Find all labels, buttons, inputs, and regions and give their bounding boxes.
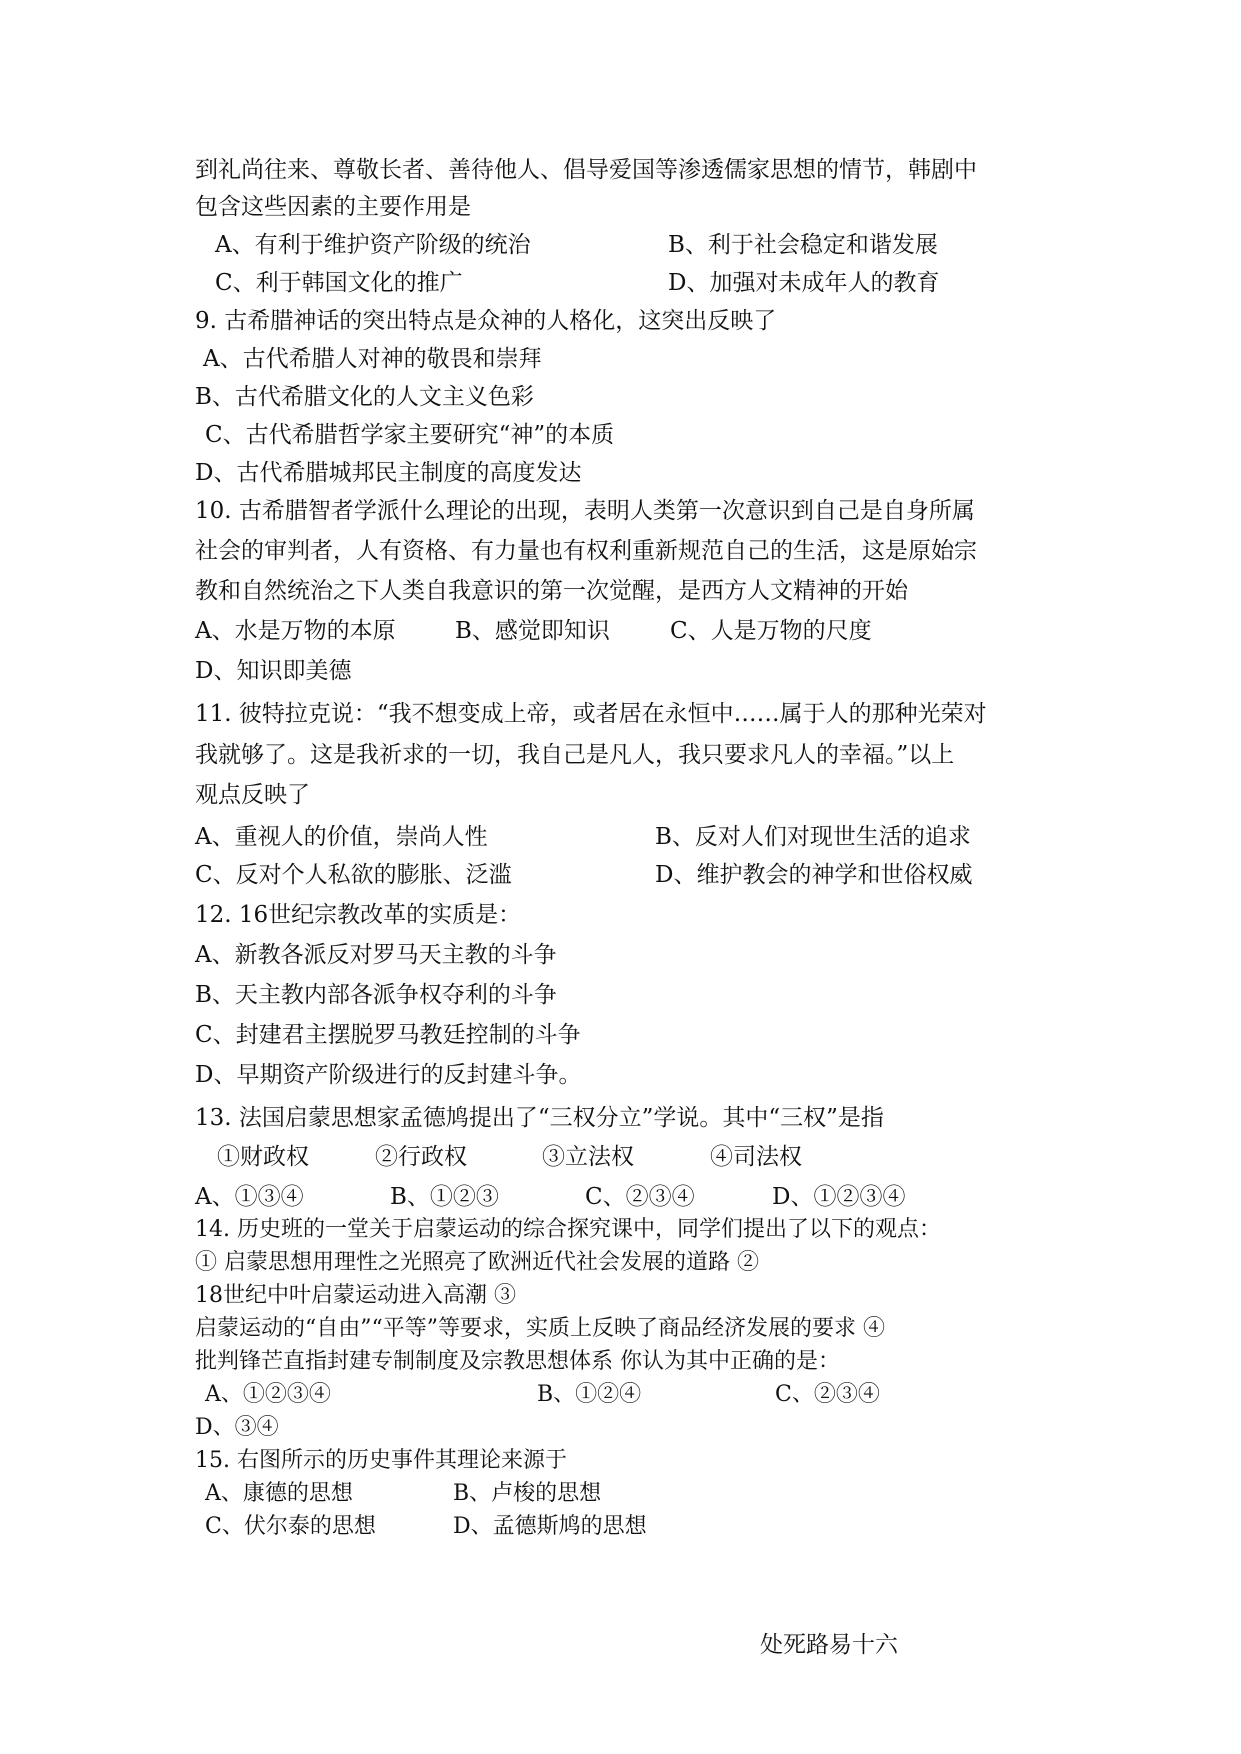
q11-stem-line2: 我就够了。这是我祈求的一切，我自己是凡人，我只要求凡人的幸福。”以上: [195, 742, 955, 768]
q9-option-a: A、古代希腊人对神的敬畏和崇拜: [203, 346, 542, 372]
q10-stem-line1: 10. 古希腊智者学派什么理论的出现，表明人类第一次意识到自己是自身所属: [195, 498, 975, 524]
q14-option-c: C、②③④: [775, 1382, 880, 1407]
q13-item-4: ④司法权: [710, 1144, 802, 1170]
q9-option-d: D、古代希腊城邦民主制度的高度发达: [195, 460, 582, 486]
q8-stem-line1: 到礼尚往来、尊敬长者、善待他人、倡导爱国等渗透儒家思想的情节，韩剧中: [195, 157, 977, 183]
q14-stem: 14. 历史班的一堂关于启蒙运动的综合探究课中，同学们提出了以下的观点：: [195, 1217, 941, 1242]
q10-option-b: B、感觉即知识: [455, 618, 610, 644]
q8-option-d: D、加强对未成年人的教育: [668, 270, 940, 296]
q8-option-a: A、有利于维护资产阶级的统治: [215, 232, 531, 258]
q12-option-d: D、早期资产阶级进行的反封建斗争。: [195, 1062, 582, 1088]
q9-option-b: B、古代希腊文化的人文主义色彩: [195, 384, 534, 410]
q11-option-b: B、反对人们对现世生活的追求: [655, 824, 971, 850]
q15-option-a: A、康德的思想: [205, 1481, 353, 1506]
q15-option-d: D、孟德斯鸠的思想: [453, 1514, 647, 1539]
q10-stem-line3: 教和自然统治之下人类自我意识的第一次觉醒，是西方人文精神的开始: [195, 578, 908, 604]
q11-option-d: D、维护教会的神学和世俗权威: [655, 862, 973, 888]
q13-option-d: D、①②③④: [772, 1184, 906, 1210]
q8-stem-line2: 包含这些因素的主要作用是: [195, 194, 471, 220]
q14-option-b: B、①②④: [537, 1382, 642, 1407]
q13-item-2: ②行政权: [375, 1144, 467, 1170]
q13-option-c: C、②③④: [585, 1184, 695, 1210]
q11-stem-line1: 11. 彼特拉克说：“我不想变成上帝，或者居在永恒中……属于人的那种光荣对: [195, 701, 987, 727]
q14-viewpoint-line2: 18世纪中叶启蒙运动进入高潮 ③: [195, 1283, 516, 1308]
q8-option-c: C、利于韩国文化的推广: [215, 270, 463, 296]
q14-viewpoint-line4: 批判锋芒直指封建专制制度及宗教思想体系 你认为其中正确的是：: [195, 1349, 840, 1374]
q11-stem-line3: 观点反映了: [195, 782, 310, 808]
q10-option-a: A、水是万物的本原: [195, 618, 396, 644]
q14-option-a: A、①②③④: [205, 1382, 331, 1407]
q15-option-b: B、卢梭的思想: [453, 1481, 602, 1506]
q13-item-3: ③立法权: [542, 1144, 634, 1170]
q9-stem: 9. 古希腊神话的突出特点是众神的人格化，这突出反映了: [195, 308, 777, 334]
q15-option-c: C、伏尔泰的思想: [205, 1514, 376, 1539]
q13-option-b: B、①②③: [390, 1184, 499, 1210]
q15-stem: 15. 右图所示的历史事件其理论来源于: [195, 1448, 567, 1473]
q9-option-c: C、古代希腊哲学家主要研究“神”的本质: [205, 422, 615, 448]
figure-caption: 处死路易十六: [760, 1632, 898, 1658]
q14-option-d: D、③④: [195, 1415, 279, 1440]
q10-option-c: C、人是万物的尺度: [670, 618, 872, 644]
q10-stem-line2: 社会的审判者，人有资格、有力量也有权利重新规范自己的生活，这是原始宗: [195, 538, 977, 564]
q13-option-a: A、①③④: [195, 1184, 304, 1210]
q11-option-a: A、重视人的价值，崇尚人性: [195, 824, 488, 850]
q13-item-1: ①财政权: [217, 1144, 309, 1170]
q12-stem: 12. 16世纪宗教改革的实质是：: [195, 902, 522, 928]
q13-stem: 13. 法国启蒙思想家孟德鸠提出了“三权分立”学说。其中“三权”是指: [195, 1105, 884, 1131]
q11-option-c: C、反对个人私欲的膨胀、泛滥: [195, 862, 512, 888]
q12-option-c: C、封建君主摆脱罗马教廷控制的斗争: [195, 1022, 581, 1048]
q14-viewpoint-line3: 启蒙运动的“自由”“平等”等要求，实质上反映了商品经济发展的要求 ④: [195, 1316, 885, 1341]
q10-option-d: D、知识即美德: [195, 658, 352, 684]
q12-option-a: A、新教各派反对罗马天主教的斗争: [195, 942, 557, 968]
q14-viewpoint-line1: ① 启蒙思想用理性之光照亮了欧洲近代社会发展的道路 ②: [195, 1250, 759, 1275]
q12-option-b: B、天主教内部各派争权夺利的斗争: [195, 982, 557, 1008]
q8-option-b: B、利于社会稳定和谐发展: [668, 232, 938, 258]
